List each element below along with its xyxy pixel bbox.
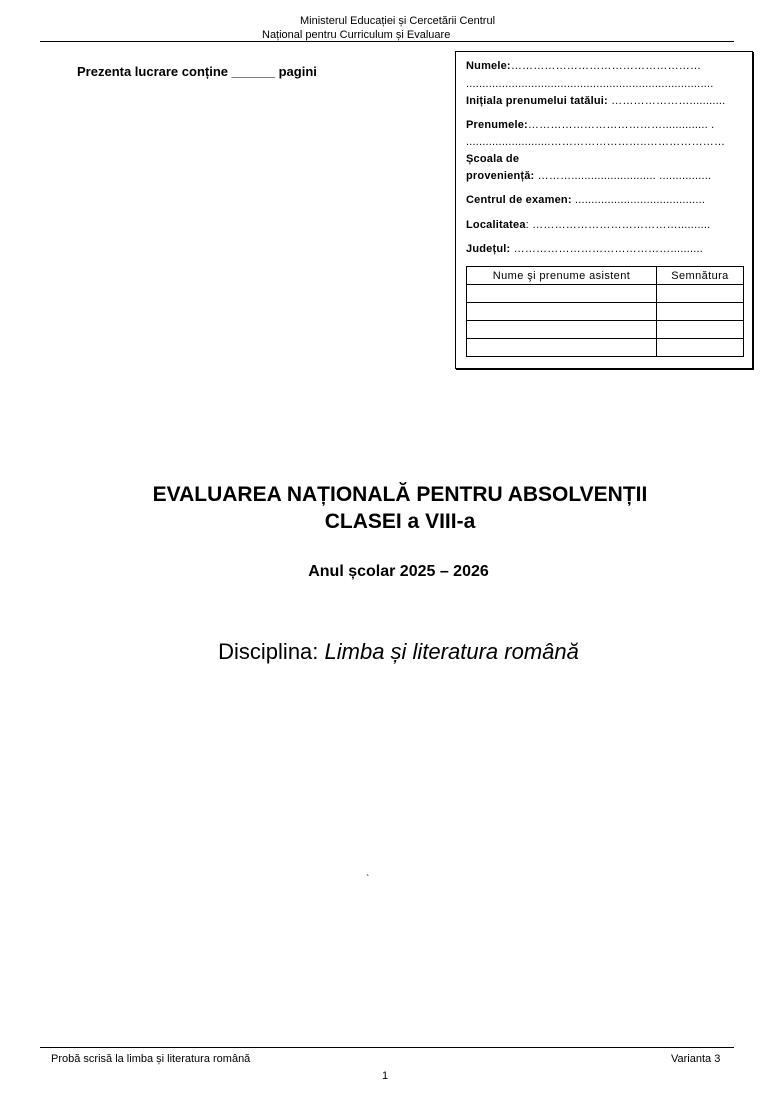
table-cell [467,321,657,339]
page-number: 1 [381,1070,389,1082]
footer-divider [40,1047,734,1048]
table-cell [657,303,744,321]
localitatea-dots: : ………………………………….......... [525,219,711,231]
table-row [467,285,744,303]
discipline-label: Disciplina: [218,639,325,664]
exam-title-line-1: EVALUAREA NAȚIONALĂ PENTRU ABSOLVENȚII [152,483,648,506]
field-centrul [466,193,746,207]
judetul-dots: …………………………………….......... [510,243,704,255]
field-localitatea [466,218,746,232]
table-cell [467,303,657,321]
table-cell [467,285,657,303]
judetul-label: Județul: [466,243,511,255]
numele-line-2: ............................................................................ [466,78,714,90]
field-prenumele [466,118,746,132]
field-scoala-label [466,152,746,166]
numele-dots: …………………………………………… [510,60,702,72]
field-initiala [466,94,746,108]
field-judetul [466,242,746,256]
discipline-value: Limba și literatura română [324,639,579,664]
table-row [467,303,744,321]
prenumele-label: Prenumele: [466,119,528,131]
exam-title-line-2: CLASEI a VIII-a [324,510,476,533]
table-row [467,339,744,357]
scoala-dots: ……….......................... ................ [534,170,712,182]
initiala-label: Inițiala prenumelui tatălui: [466,95,608,107]
table-cell [657,339,744,357]
localitatea-label: Localitatea [466,219,526,231]
pages-count-note: Prezenta lucrare conține ______ pagini [77,64,317,79]
col-signature: Semnătura [657,267,744,285]
numele-label: Numele: [466,60,511,72]
table-cell [657,285,744,303]
scoala-label-2: proveniență: [466,170,535,182]
initiala-dots: …………………........... [607,95,726,107]
footer-subject: Probă scrisă la limba și literatura română [51,1053,251,1065]
school-year: Anul școlar 2025 – 2026 [308,563,489,580]
centrul-dots: ........................................ [571,194,706,206]
prenumele-dots: ……………………………….............. . [527,119,715,131]
assistant-signature-table [466,266,744,357]
table-cell [467,339,657,357]
exam-title [0,481,776,535]
table-cell [657,321,744,339]
centrul-label: Centrul de examen: [466,194,572,206]
header-line-2: Național pentru Curriculum și Evaluare [262,29,451,41]
stray-mark: ` [366,874,370,885]
table-header-row [467,267,744,285]
table-row [467,321,744,339]
col-assistant-name: Nume şi prenume asistent [467,267,657,285]
candidate-id-box [455,51,753,369]
field-scoala [466,169,746,183]
scoala-label-1: Școala de [466,153,520,165]
header-divider [40,41,734,42]
field-numele [466,59,746,73]
prenumele-line-2: ..........................……………………..………………… [466,136,726,148]
discipline [0,639,776,665]
footer-variant: Varianta 3 [671,1053,721,1065]
header-line-1: Ministerul Educației și Cercetării Centrul [300,15,496,27]
